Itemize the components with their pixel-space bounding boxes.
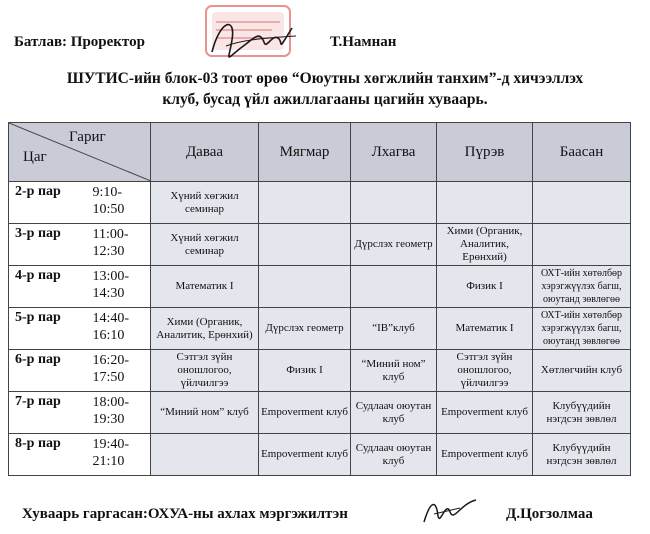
schedule-cell xyxy=(259,182,351,224)
pair-label: 8-р пар xyxy=(9,434,89,476)
schedule-cell: Хүний хөгжил семинар xyxy=(151,182,259,224)
time-slot xyxy=(89,392,151,434)
corner-day-label: Гариг xyxy=(69,129,106,145)
time-slot xyxy=(89,434,151,476)
time-end: 12:30 xyxy=(92,244,125,259)
schedule-cell: Empoverment клуб xyxy=(437,392,533,434)
schedule-cell xyxy=(151,434,259,476)
schedule-cell: “Миний ном” клуб xyxy=(151,392,259,434)
schedule-cell: Empoverment клуб xyxy=(259,434,351,476)
day-header-monday: Даваа xyxy=(151,123,259,182)
pair-label: 6-р пар xyxy=(9,350,89,392)
schedule-cell: Физик I xyxy=(259,350,351,392)
pair-label: 2-р пар xyxy=(9,182,89,224)
table-row xyxy=(9,434,631,476)
schedule-cell: Клубүүдийн нэгдсэн зөвлөл xyxy=(533,434,631,476)
time-end: 10:50 xyxy=(92,202,125,217)
schedule-cell: Хөтлөгчийн клуб xyxy=(533,350,631,392)
table-row xyxy=(9,266,631,308)
table-row xyxy=(9,392,631,434)
time-slot xyxy=(89,224,151,266)
prepared-label: Хуваарь гаргасан:ОХУА-ны ахлах мэргэжилтэн xyxy=(22,506,348,522)
time-start: 9:10- xyxy=(92,185,123,200)
schedule-cell: ОХТ-ийн хөтөлбөр хэрэгжүүлэх багш, оюутанд зөвлөгөө xyxy=(533,308,631,350)
time-end: 17:50 xyxy=(92,370,125,385)
approval-signature xyxy=(206,14,302,64)
time-end: 14:30 xyxy=(92,286,125,301)
header-row xyxy=(9,123,631,182)
time-start: 16:20- xyxy=(92,353,130,368)
prepared-by-line xyxy=(22,506,593,523)
schedule-cell: ОХТ-ийн хөтөлбөр хэрэгжүүлэх багш, оюутанд зөвлөгөө xyxy=(533,266,631,308)
schedule-table xyxy=(8,122,631,476)
approve-name: Т.Намнан xyxy=(330,34,397,50)
time-start: 11:00- xyxy=(92,227,129,242)
prepared-name: Д.Цогзолмаа xyxy=(506,506,593,522)
title-line-1: ШУТИС-ийн блок-03 тоот өрөө “Оюутны хөгжлийн танхим”-д хичээллэх xyxy=(66,70,584,87)
time-slot xyxy=(89,308,151,350)
schedule-cell: Математик I xyxy=(151,266,259,308)
time-end: 21:10 xyxy=(92,454,125,469)
time-slot xyxy=(89,266,151,308)
day-header-wednesday: Лхагва xyxy=(351,123,437,182)
schedule-cell xyxy=(259,266,351,308)
time-start: 14:40- xyxy=(92,311,130,326)
document-title xyxy=(20,68,630,110)
schedule-cell: Физик I xyxy=(437,266,533,308)
table-row xyxy=(9,308,631,350)
table-row xyxy=(9,350,631,392)
schedule-cell: Дүрслэх геометр xyxy=(259,308,351,350)
schedule-cell: Хүний хөгжил семинар xyxy=(151,224,259,266)
time-slot xyxy=(89,350,151,392)
schedule-cell xyxy=(533,182,631,224)
day-header-friday: Баасан xyxy=(533,123,631,182)
schedule-cell xyxy=(259,224,351,266)
day-header-thursday: Пүрэв xyxy=(437,123,533,182)
table-row xyxy=(9,182,631,224)
schedule-cell: Empoverment клуб xyxy=(437,434,533,476)
schedule-cell: “Миний ном” клуб xyxy=(351,350,437,392)
schedule-cell: Хими (Органик, Аналитик, Ерөнхий) xyxy=(437,224,533,266)
schedule-cell: Сэтгэл зүйн оношлогоо, үйлчилгээ xyxy=(437,350,533,392)
schedule-cell: Empoverment клуб xyxy=(259,392,351,434)
corner-header xyxy=(9,123,151,182)
schedule-cell: Судлаач оюутан клуб xyxy=(351,434,437,476)
pair-label: 3-р пар xyxy=(9,224,89,266)
schedule-cell: Математик I xyxy=(437,308,533,350)
schedule-cell xyxy=(351,182,437,224)
schedule-cell: Судлаач оюутан клуб xyxy=(351,392,437,434)
pair-label: 5-р пар xyxy=(9,308,89,350)
corner-time-label: Цаг xyxy=(23,149,47,165)
schedule-cell: Клубүүдийн нэгдсэн зөвлөл xyxy=(533,392,631,434)
time-end: 16:10 xyxy=(92,328,125,343)
approval-line xyxy=(14,34,397,51)
pair-label: 4-р пар xyxy=(9,266,89,308)
schedule-cell xyxy=(437,182,533,224)
schedule-cell: Сэтгэл зүйн оношлогоо, үйлчилгээ xyxy=(151,350,259,392)
schedule-cell: Хими (Органик, Аналитик, Ерөнхий) xyxy=(151,308,259,350)
pair-label: 7-р пар xyxy=(9,392,89,434)
schedule-cell: Дүрслэх геометр xyxy=(351,224,437,266)
table-row xyxy=(9,224,631,266)
time-start: 19:40- xyxy=(92,437,130,452)
time-start: 13:00- xyxy=(92,269,130,284)
time-slot xyxy=(89,182,151,224)
title-line-2: клуб, бусад үйл ажиллагааны цагийн хуваарь. xyxy=(162,91,488,108)
approve-label: Батлав: Проректор xyxy=(14,34,145,50)
time-end: 19:30 xyxy=(92,412,125,427)
day-header-tuesday: Мягмар xyxy=(259,123,351,182)
schedule-cell: “IB”клуб xyxy=(351,308,437,350)
time-start: 18:00- xyxy=(92,395,130,410)
schedule-cell xyxy=(351,266,437,308)
preparer-signature xyxy=(420,492,480,528)
schedule-cell xyxy=(533,224,631,266)
